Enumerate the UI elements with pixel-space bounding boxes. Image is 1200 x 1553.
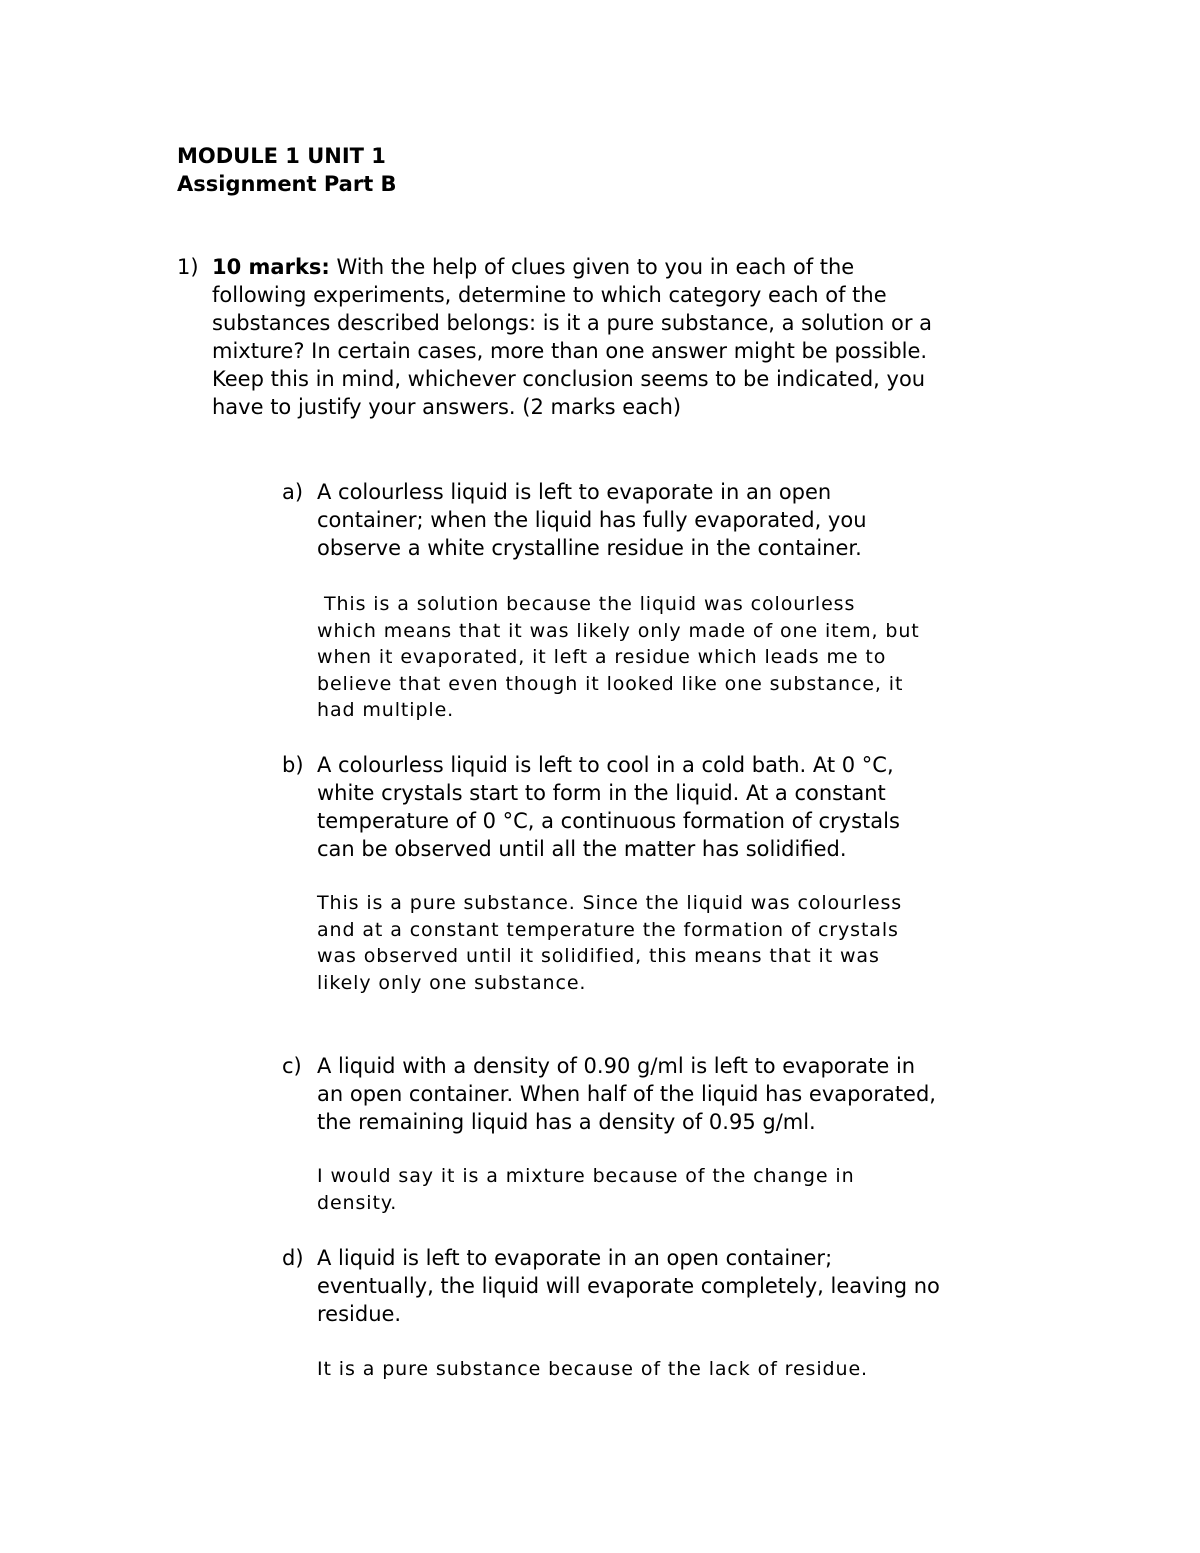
- question-text: [212, 253, 1062, 421]
- prompt-line: A colourless liquid is left to cool in a cold bath. At 0 °C,: [317, 753, 894, 777]
- prompt-line: residue.: [317, 1302, 402, 1326]
- document-subtitle: Assignment Part B: [177, 172, 397, 196]
- question-line: mixture? In certain cases, more than one answer might be possible.: [212, 339, 928, 363]
- prompt-line: A liquid with a density of 0.90 g/ml is left to evaporate in: [317, 1054, 916, 1078]
- prompt-line: temperature of 0 °C, a continuous formation of crystals: [317, 809, 900, 833]
- document-title: MODULE 1 UNIT 1: [177, 144, 386, 168]
- sub-question-prompt: [317, 1052, 1057, 1136]
- question-line: [212, 253, 1062, 281]
- prompt-line: container; when the liquid has fully evaporated, you: [317, 508, 867, 532]
- answer-c: [317, 1163, 1057, 1216]
- marks-label: 10 marks:: [212, 255, 330, 279]
- answer-line: I would say it is a mixture because of the change in: [317, 1165, 855, 1187]
- answer-line: density.: [317, 1191, 398, 1214]
- answer-b: [317, 890, 1057, 996]
- answer-line: It is a pure substance because of the lack of residue.: [317, 1358, 868, 1380]
- answer-line: had multiple.: [317, 699, 455, 721]
- question-line: following experiments, determine to which category each of the: [212, 283, 887, 307]
- sub-question-prompt: [317, 1244, 1057, 1328]
- sub-question-letter: a): [282, 480, 304, 504]
- prompt-line: observe a white crystalline residue in the container.: [317, 536, 862, 560]
- question-line: Keep this in mind, whichever conclusion seems to be indicated, you: [212, 367, 926, 391]
- sub-question-prompt: [317, 751, 1057, 863]
- prompt-line: can be observed until all the matter has solidified.: [317, 837, 847, 861]
- sub-question-letter: b): [282, 753, 304, 777]
- prompt-line: A liquid is left to evaporate in an open container;: [317, 1246, 833, 1270]
- answer-line: This is a solution because the liquid was colourless: [317, 593, 856, 615]
- answer-line: and at a constant temperature the formation of crystals: [317, 918, 899, 941]
- question-line-text: With the help of clues given to you in each of the: [329, 255, 855, 279]
- answer-a: [317, 591, 1057, 724]
- question-line: substances described belongs: is it a pure substance, a solution or a: [212, 311, 933, 335]
- answer-line: when it evaporated, it left a residue which leads me to: [317, 646, 887, 668]
- answer-line: which means that it was likely only made of one item, but: [317, 619, 920, 642]
- question-number: 1): [177, 255, 199, 279]
- prompt-line: eventually, the liquid will evaporate completely, leaving no: [317, 1274, 940, 1298]
- sub-question-letter: c): [282, 1054, 302, 1078]
- prompt-line: A colourless liquid is left to evaporate in an open: [317, 480, 832, 504]
- prompt-line: the remaining liquid has a density of 0.95 g/ml.: [317, 1110, 816, 1134]
- answer-line: believe that even though it looked like one substance, it: [317, 672, 904, 695]
- answer-d: [317, 1356, 1057, 1383]
- answer-line: likely only one substance.: [317, 971, 587, 994]
- sub-question-prompt: [317, 478, 1057, 562]
- question-line: have to justify your answers. (2 marks each): [212, 395, 682, 419]
- answer-line: This is a pure substance. Since the liquid was colourless: [317, 892, 903, 914]
- prompt-line: white crystals start to form in the liquid. At a constant: [317, 781, 886, 805]
- prompt-line: an open container. When half of the liquid has evaporated,: [317, 1082, 936, 1106]
- answer-line: was observed until it solidified, this means that it was: [317, 945, 880, 967]
- sub-question-letter: d): [282, 1246, 304, 1270]
